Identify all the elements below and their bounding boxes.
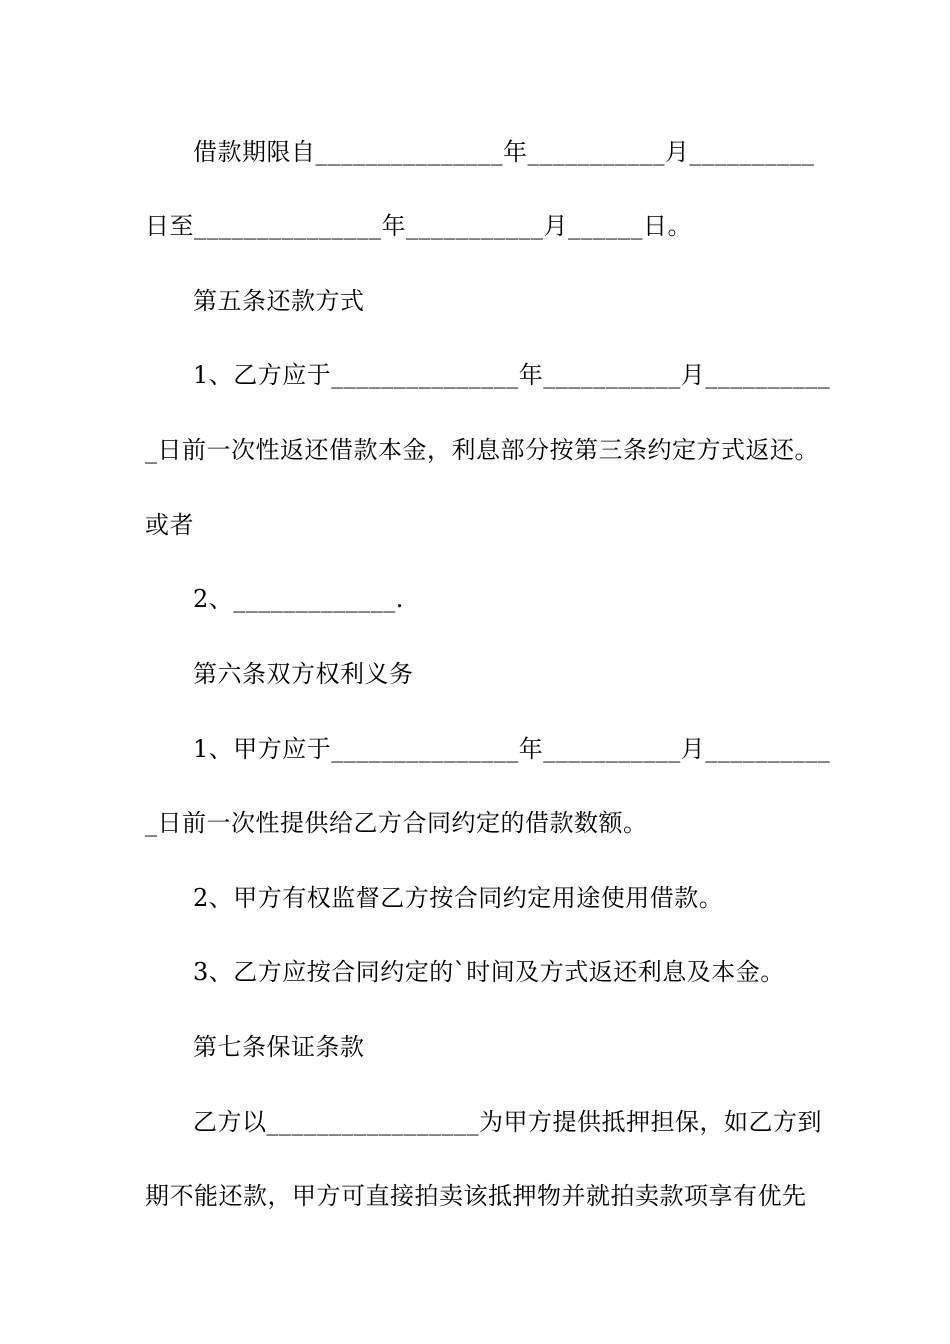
guarantee-clause-line-2: 期不能还款，甲方可直接拍卖该抵押物并就拍卖款项享有优先	[145, 1182, 807, 1210]
repayment-clause-1-line-1: 1、乙方应于_______________年___________月__________	[193, 361, 831, 389]
rights-clause-1-line-1: 1、甲方应于_______________年___________月__________	[193, 735, 831, 763]
article-6-heading: 第六条双方权利义务	[193, 660, 414, 688]
rights-clause-2: 2、甲方有权监督乙方按合同约定用途使用借款。	[193, 884, 724, 912]
rights-clause-3: 3、乙方应按合同约定的`时间及方式返还利息及本金。	[193, 958, 785, 986]
repayment-clause-1-line-2: _日前一次性返还借款本金，利息部分按第三条约定方式返还。	[145, 436, 819, 464]
article-7-heading: 第七条保证条款	[193, 1033, 365, 1061]
article-5-heading: 第五条还款方式	[193, 287, 365, 315]
repayment-clause-2: 2、_____________.	[193, 585, 404, 613]
loan-term-line-1: 借款期限自_______________年___________月__________	[193, 138, 815, 166]
guarantee-clause-line-1: 乙方以_________________为甲方提供抵押担保，如乙方到	[193, 1108, 822, 1136]
loan-term-line-2: 日至_______________年___________月______日。	[145, 212, 692, 240]
rights-clause-1-line-2: _日前一次性提供给乙方合同约定的借款数额。	[145, 809, 648, 837]
repayment-or: 或者	[145, 511, 194, 539]
